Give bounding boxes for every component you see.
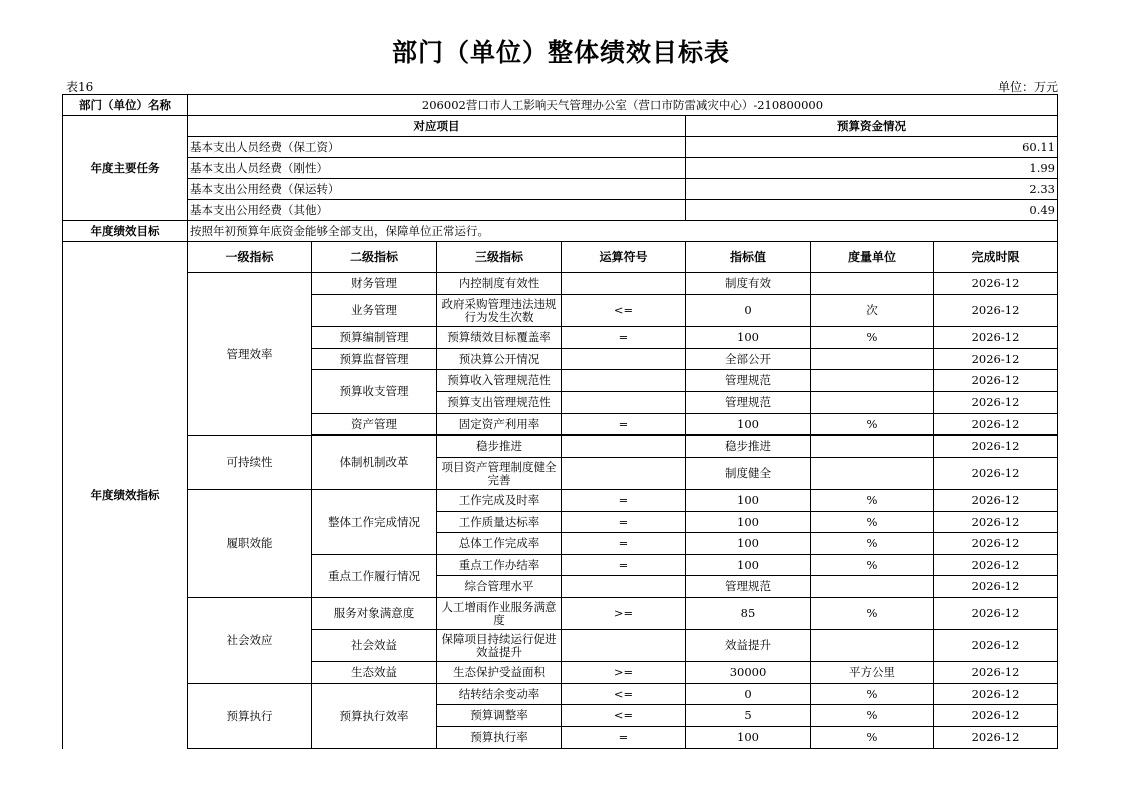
level2-cell: 业务管理 [312,295,437,327]
level2-cell: 社会效益 [312,630,437,662]
task-amount: 2.33 [686,179,1058,200]
indicators-label: 年度绩效指标 [63,242,188,749]
level3-cell: 保障项目持续运行促进效益提升 [437,630,562,662]
operator-cell: >= [562,598,686,630]
level3-cell: 总体工作完成率 [437,533,562,555]
unit-cell: % [811,598,934,630]
deadline-cell: 2026-12 [934,576,1058,598]
level3-cell: 稳步推进 [437,436,562,458]
level3-cell: 固定资产利用率 [437,414,562,435]
col-item-header: 对应项目 [188,116,686,137]
operator-cell [562,273,686,295]
operator-cell [562,370,686,392]
header-level3: 三级指标 [437,242,562,273]
value-cell: 100 [686,533,811,555]
operator-cell: = [562,533,686,555]
level2-cell: 整体工作完成情况 [312,490,437,555]
operator-cell: <= [562,705,686,727]
table-number: 表16 [66,80,94,94]
task-amount: 0.49 [686,200,1058,221]
table-row [63,490,1058,512]
value-cell: 100 [686,414,811,435]
task-item: 基本支出公用经费（其他） [188,200,686,221]
level1-cell: 预算执行 [188,684,312,749]
operator-cell [562,392,686,414]
value-cell: 制度有效 [686,273,811,295]
value-cell: 100 [686,727,811,749]
tasks-label: 年度主要任务 [63,116,188,221]
level3-cell: 工作完成及时率 [437,490,562,512]
task-row [63,200,1058,221]
level2-cell: 预算监督管理 [312,349,437,370]
level3-cell: 生态保护受益面积 [437,662,562,684]
level2-cell: 资产管理 [312,414,437,435]
task-item: 基本支出人员经费（保工资） [188,137,686,158]
value-cell: 100 [686,555,811,576]
level3-cell: 预算收入管理规范性 [437,370,562,392]
unit-cell: % [811,512,934,533]
unit-cell [811,392,934,414]
task-amount: 60.11 [686,137,1058,158]
operator-cell: = [562,512,686,533]
table-row [63,273,1058,295]
level2-cell: 服务对象满意度 [312,598,437,630]
tasks-header-row [63,116,1058,137]
level3-cell: 预算绩效目标覆盖率 [437,327,562,349]
value-cell: 0 [686,295,811,327]
level3-cell: 预算调整率 [437,705,562,727]
operator-cell: = [562,414,686,435]
deadline-cell: 2026-12 [934,533,1058,555]
value-cell: 85 [686,598,811,630]
table-row [63,598,1058,630]
level3-cell: 内控制度有效性 [437,273,562,295]
task-row [63,137,1058,158]
value-cell: 管理规范 [686,370,811,392]
operator-cell [562,630,686,662]
unit-cell [811,436,934,458]
table-row [63,436,1058,458]
unit-cell: % [811,705,934,727]
level2-cell: 体制机制改革 [312,436,437,490]
task-item: 基本支出公用经费（保运转） [188,179,686,200]
value-cell: 100 [686,512,811,533]
operator-cell [562,576,686,598]
level3-cell: 工作质量达标率 [437,512,562,533]
deadline-cell: 2026-12 [934,327,1058,349]
dept-value: 206002营口市人工影响天气管理办公室（营口市防雷减灾中心）-210800000 [188,95,1058,116]
deadline-cell: 2026-12 [934,662,1058,684]
level2-cell: 预算编制管理 [312,327,437,349]
unit-cell: % [811,327,934,349]
dept-label: 部门（单位）名称 [63,95,188,116]
unit-cell: 平方公里 [811,662,934,684]
operator-cell: = [562,727,686,749]
col-budget-header: 预算资金情况 [686,116,1058,137]
deadline-cell: 2026-12 [934,705,1058,727]
value-cell: 管理规范 [686,392,811,414]
goal-label: 年度绩效目标 [63,221,188,242]
header-level2: 二级指标 [312,242,437,273]
header-deadline: 完成时限 [934,242,1058,273]
level1-cell: 履职效能 [188,490,312,598]
header-level1: 一级指标 [188,242,312,273]
deadline-cell: 2026-12 [934,295,1058,327]
operator-cell: = [562,327,686,349]
value-cell: 100 [686,490,811,512]
task-item: 基本支出人员经费（刚性） [188,158,686,179]
deadline-cell: 2026-12 [934,392,1058,414]
value-cell: 100 [686,327,811,349]
level3-cell: 人工增雨作业服务满意度 [437,598,562,630]
operator-cell: <= [562,684,686,705]
operator-cell: = [562,490,686,512]
table-row [63,684,1058,705]
goal-text: 按照年初预算年底资金能够全部支出，保障单位正常运行。 [188,221,1058,242]
deadline-cell: 2026-12 [934,490,1058,512]
dept-row [63,95,1058,116]
value-cell: 效益提升 [686,630,811,662]
unit-cell: % [811,555,934,576]
value-cell: 30000 [686,662,811,684]
deadline-cell: 2026-12 [934,458,1058,490]
level3-cell: 项目资产管理制度健全完善 [437,458,562,490]
deadline-cell: 2026-12 [934,727,1058,749]
level1-cell: 管理效率 [188,273,312,436]
deadline-cell: 2026-12 [934,414,1058,435]
level1-cell: 可持续性 [188,436,312,490]
level3-cell: 结转结余变动率 [437,684,562,705]
deadline-cell: 2026-12 [934,370,1058,392]
unit-cell [811,370,934,392]
level3-cell: 重点工作办结率 [437,555,562,576]
deadline-cell: 2026-12 [934,349,1058,370]
level2-cell: 预算执行效率 [312,684,437,749]
unit-cell [811,349,934,370]
header-operator: 运算符号 [562,242,686,273]
value-cell: 制度健全 [686,458,811,490]
level3-cell: 预算支出管理规范性 [437,392,562,414]
unit-cell [811,576,934,598]
level3-cell: 预决算公开情况 [437,349,562,370]
header-unit: 度量单位 [811,242,934,273]
value-cell: 0 [686,684,811,705]
level1-cell: 社会效应 [188,598,312,684]
unit-label: 单位：万元 [997,80,1058,94]
unit-cell [811,273,934,295]
page-title: 部门（单位）整体绩效目标表 [391,38,730,67]
operator-cell [562,436,686,458]
deadline-cell: 2026-12 [934,512,1058,533]
level2-cell: 财务管理 [312,273,437,295]
deadline-cell: 2026-12 [934,436,1058,458]
operator-cell [562,458,686,490]
level2-cell: 生态效益 [312,662,437,684]
deadline-cell: 2026-12 [934,684,1058,705]
value-cell: 管理规范 [686,576,811,598]
level3-cell: 预算执行率 [437,727,562,749]
goal-row [63,221,1058,242]
unit-cell: % [811,684,934,705]
level2-cell: 预算收支管理 [312,370,437,414]
unit-cell: % [811,490,934,512]
deadline-cell: 2026-12 [934,598,1058,630]
unit-cell: % [811,414,934,435]
task-row [63,158,1058,179]
task-amount: 1.99 [686,158,1058,179]
operator-cell: = [562,555,686,576]
operator-cell: >= [562,662,686,684]
unit-cell [811,630,934,662]
unit-cell: % [811,727,934,749]
deadline-cell: 2026-12 [934,555,1058,576]
value-cell: 5 [686,705,811,727]
task-row [63,179,1058,200]
operator-cell [562,349,686,370]
unit-cell [811,458,934,490]
operator-cell: <= [562,295,686,327]
level3-cell: 政府采购管理违法违规行为发生次数 [437,295,562,327]
level3-cell: 综合管理水平 [437,576,562,598]
value-cell: 全部公开 [686,349,811,370]
indicator-header-row [63,242,1058,273]
unit-cell: % [811,533,934,555]
value-cell: 稳步推进 [686,436,811,458]
performance-target-table [62,94,1058,749]
unit-cell: 次 [811,295,934,327]
deadline-cell: 2026-12 [934,273,1058,295]
deadline-cell: 2026-12 [934,630,1058,662]
header-value: 指标值 [686,242,811,273]
level2-cell: 重点工作履行情况 [312,555,437,598]
